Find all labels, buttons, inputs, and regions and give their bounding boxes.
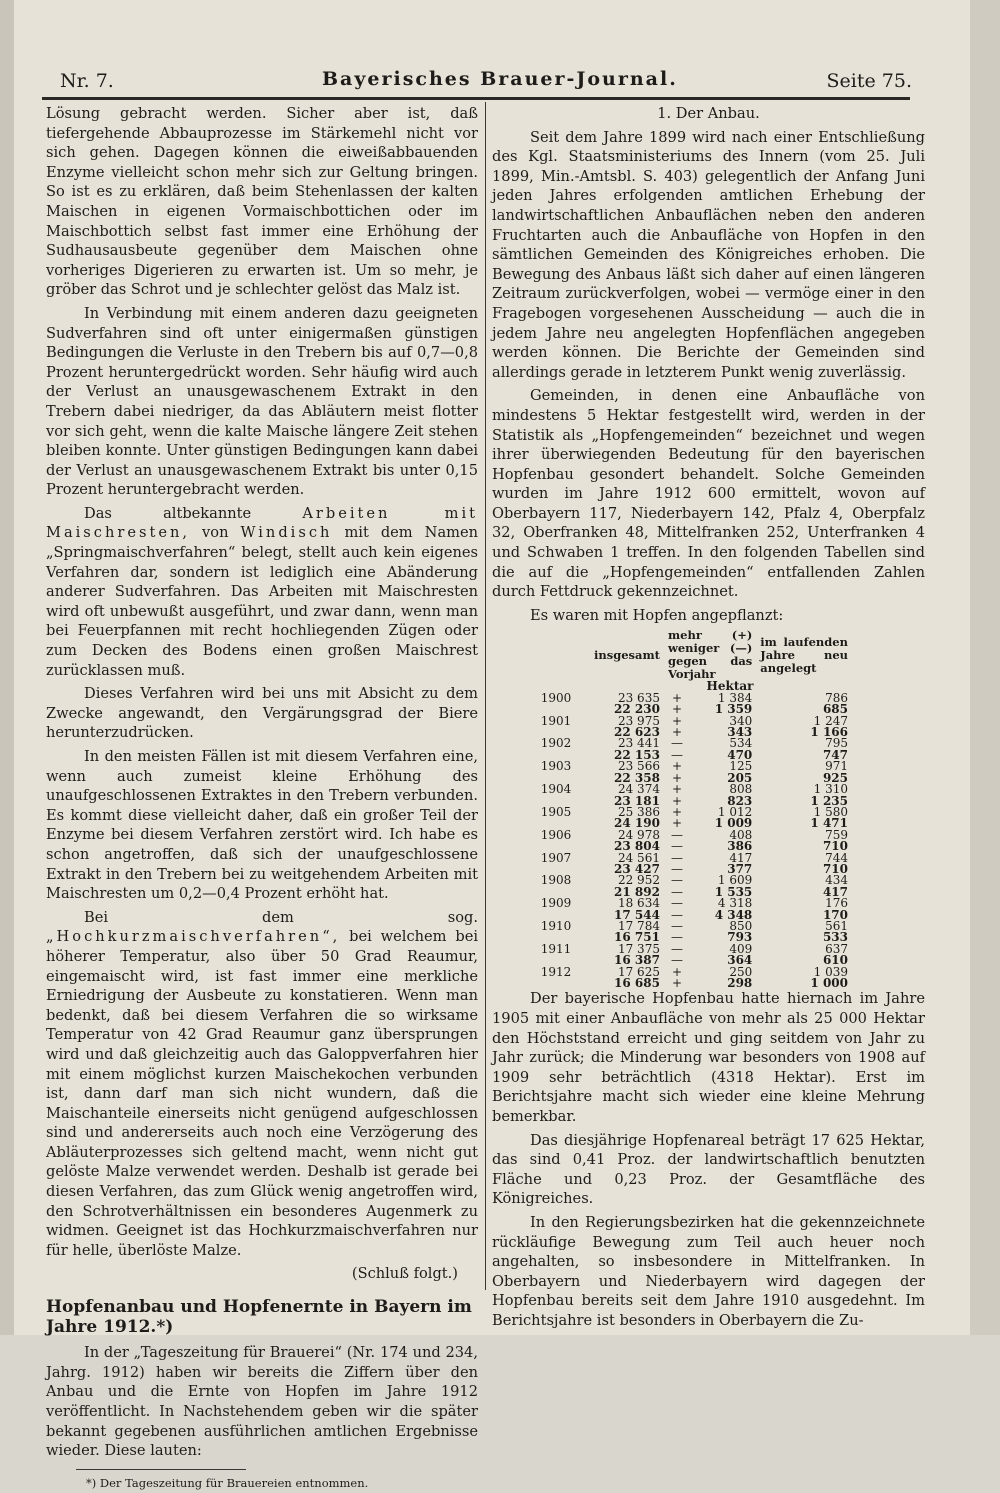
- change-cell: 408: [729, 827, 753, 842]
- column-header-new: im laufenden Jahre neu angelegt: [760, 634, 848, 675]
- sign-cell: +: [671, 702, 682, 717]
- paragraph: [46, 504, 478, 680]
- text-run: von: [202, 524, 229, 542]
- new-cell: 759: [825, 827, 848, 842]
- sign-cell: +: [671, 770, 682, 785]
- new-cell: 176: [825, 896, 848, 911]
- new-cell: 710: [822, 861, 848, 876]
- change-cell: 298: [727, 976, 753, 990]
- table-row: [522, 887, 852, 898]
- new-cell: 795: [825, 736, 848, 751]
- paragraph: Es waren mit Hopfen angepflanzt:: [530, 606, 784, 624]
- total-cell: 22 230: [614, 702, 660, 717]
- table-row: [522, 898, 852, 909]
- new-cell: 417: [822, 884, 848, 899]
- article-heading: Hopfenanbau und Hopfenernte in Bayern im Jahre 1912.*): [46, 1297, 472, 1337]
- column-divider: [485, 102, 486, 1290]
- new-cell: 1 000: [810, 976, 848, 990]
- total-cell: 21 892: [614, 884, 660, 899]
- table-row: [522, 841, 852, 852]
- new-cell: 1 166: [810, 725, 848, 740]
- new-cell: 1 247: [813, 713, 848, 728]
- table-row: [522, 784, 852, 795]
- total-cell: 23 441: [617, 736, 660, 751]
- section-title: 1. Der Anbau.: [657, 105, 760, 122]
- paragraph: In den meisten Fällen ist mit diesem Verfahren eine, wenn auch zumeist kleine Erhöhung des unaufgeschlossenen Extraktes in den Trebern verbunden. Es kommt diese vielleicht daher, daß ein großer Teil der Enzyme bei diesem Verfahren zerstört wird. Ich habe es schon angetroffen, daß sich der unaufgeschlossene Extrakt in den Trebern bei zu weitgehendem Arbeiten mit Maischresten um 0,2—0,4 Prozent erhöht hat.: [46, 748, 478, 903]
- sign-cell: —: [670, 884, 683, 899]
- year-cell: 1906: [540, 827, 572, 842]
- total-cell: 23 181: [614, 793, 660, 808]
- total-cell: 18 634: [617, 896, 660, 911]
- footnote-rule: [76, 1469, 246, 1470]
- change-cell: 793: [727, 930, 753, 945]
- table-row: [522, 955, 852, 966]
- header-rule: [42, 97, 910, 100]
- table-row: [522, 932, 852, 943]
- page-edge-left: [0, 0, 14, 1335]
- page-header: [42, 66, 912, 96]
- year-cell: 1909: [540, 896, 572, 911]
- change-cell: 125: [729, 759, 753, 774]
- table-row: [522, 704, 852, 715]
- table-row: [522, 716, 852, 727]
- sign-cell: —: [670, 747, 683, 762]
- new-cell: 561: [825, 918, 848, 933]
- page-edge-right: [970, 0, 1000, 1335]
- change-cell: 377: [727, 861, 753, 876]
- sign-cell: +: [671, 976, 682, 990]
- sign-cell: +: [671, 713, 682, 728]
- new-cell: 971: [825, 759, 848, 774]
- total-cell: 23 427: [614, 861, 660, 876]
- total-cell: 22 623: [614, 725, 660, 740]
- table-row: [522, 967, 852, 978]
- column-header-year: [522, 629, 590, 681]
- total-cell: 24 561: [617, 850, 660, 865]
- column-header-total: insgesamt: [594, 647, 660, 662]
- new-cell: 747: [822, 747, 848, 762]
- change-cell: 205: [727, 770, 753, 785]
- total-cell: 24 374: [617, 782, 660, 797]
- year-cell: 1903: [540, 759, 572, 774]
- total-cell: 24 978: [617, 827, 660, 842]
- change-cell: 1 535: [714, 884, 753, 899]
- total-cell: 24 190: [614, 816, 660, 831]
- year-cell: 1905: [540, 804, 572, 819]
- new-cell: 744: [825, 850, 848, 865]
- table-row: [522, 773, 852, 784]
- total-cell: 23 975: [617, 713, 660, 728]
- change-cell: 343: [727, 725, 753, 740]
- sign-cell: +: [671, 782, 682, 797]
- total-cell: 17 375: [617, 941, 660, 956]
- total-cell: 22 952: [617, 873, 660, 888]
- table-row: [522, 875, 852, 886]
- change-cell: 823: [727, 793, 753, 808]
- sign-cell: —: [670, 736, 683, 751]
- sign-cell: —: [670, 827, 683, 842]
- table-row: [522, 807, 852, 818]
- total-cell: 16 685: [614, 976, 660, 990]
- new-cell: 637: [825, 941, 848, 956]
- change-cell: 808: [729, 782, 753, 797]
- sign-cell: +: [671, 725, 682, 740]
- left-column: [46, 104, 478, 1493]
- sign-cell: +: [671, 804, 682, 819]
- total-cell: 17 544: [614, 907, 660, 922]
- change-cell: 417: [729, 850, 753, 865]
- change-cell: 409: [729, 941, 753, 956]
- spaced-term: „Hochkurzmaischverfahren“,: [46, 928, 341, 946]
- paragraph: In Verbindung mit einem anderen dazu geeigneten Sudverfahren sind oft unter einigermaßen günstigen Bedingungen die Verluste in den Trebern bis auf 0,7—0,8 Prozent heruntergedrückt worden. Sehr häufig wird auch der Verlust an unausgewaschenem Extrakt in den Trebern dabei niedriger, da das Abläutern meist flotter vor sich geht, wenn die kalte Maische längere Zeit stehen bleiben konnte. Unter günstigen Bedingungen kann dabei der Verlust an unausgewaschenem Extrakt bis unter 0,15 Prozent heruntergebracht werden.: [46, 304, 478, 499]
- paragraph: In der „Tageszeitung für Brauerei“ (Nr. 174 und 234, Jahrg. 1912) haben wir bereits die Ziffern über den Anbau und die Ernte von Hopfen im Jahre 1912 veröffentlicht. In Nachstehendem geben wir die später bekannt gegebenen ausführlichen amtlichen Ergebnisse wieder. Diese lauten:: [46, 1344, 478, 1460]
- spaced-name: Windisch: [240, 524, 333, 542]
- change-cell: 1 009: [714, 816, 753, 831]
- total-cell: 22 358: [614, 770, 660, 785]
- change-cell: 1 359: [714, 702, 753, 717]
- paragraph: Lösung gebracht werden. Sicher aber ist, daß tiefergehende Abbauprozesse im Stärkemehl nicht vor sich gehen. Dagegen können die eiweißabbauenden Enzyme vielleicht schon mehr sich zur Geltung bringen. So ist es zu erklären, daß beim Stehenlassen der kalten Maischen in eigenen Vormaischbottichen oder im Maischbottich selbst fast immer eine Erhöhung der Sudhausausbeute gegenüber dem Maischen ohne vorheriges Digerieren zu erwarten ist. Um so mehr, je gröber das Schrot und je schlechter gelöst das Malz ist.: [46, 105, 478, 299]
- paragraph: In den Regierungsbezirken hat die gekennzeichnete rückläufige Bewegung zum Teil auch heuer noch angehalten, so insbesondere in Mittelfranken. In Oberbayern und Niederbayern wird dagegen der Hopfenbau bereits seit dem Jahre 1910 ausgedehnt. Im Berichtsjahre ist besonders in Oberbayern die Zu-: [492, 1213, 925, 1329]
- table-row: [522, 944, 852, 955]
- unit-label: Hektar: [706, 679, 754, 694]
- journal-title: Bayerisches Brauer-Journal.: [322, 68, 678, 90]
- total-cell: 23 635: [617, 690, 660, 705]
- new-cell: 1 310: [813, 782, 848, 797]
- sign-cell: —: [670, 873, 683, 888]
- table-row: [522, 738, 852, 749]
- table-row: [522, 853, 852, 864]
- change-cell: 250: [729, 964, 753, 979]
- change-cell: 4 318: [717, 896, 753, 911]
- table-row: [522, 830, 852, 841]
- sign-cell: +: [671, 759, 682, 774]
- year-cell: 1907: [540, 850, 572, 865]
- sign-cell: +: [671, 816, 682, 831]
- paragraph: Dieses Verfahren wird bei uns mit Absicht zu dem Zwecke angewandt, den Vergärungsgrad der Biere herunterzudrücken.: [46, 685, 478, 742]
- year-cell: 1912: [540, 964, 572, 979]
- total-cell: 22 153: [614, 747, 660, 762]
- table-row: [522, 727, 852, 738]
- table-row: [522, 978, 852, 989]
- year-cell: 1901: [540, 713, 572, 728]
- paragraph: Gemeinden, in denen eine Anbaufläche von mindestens 5 Hektar festgestellt wird, werden in der Statistik als „Hopfengemeinden“ bezeichnet und wegen ihrer überwiegenden Bedeutung für den bayerischen Hopfenbau gesondert behandelt. Solche Gemeinden wurden im Jahre 1912 600 ermittelt, wovon auf Oberbayern 117, Niederbayern 142, Pfalz 4, Oberpfalz 32, Oberfranken 48, Mittelfranken 252, Unterfranken 4 und Schwaben 1 treffen. In den folgenden Tabellen sind die auf die „Hopfengemeinden“ entfallenden Zahlen durch Fettdruck gekennzeichnet.: [492, 387, 925, 601]
- total-cell: 16 751: [614, 930, 660, 945]
- change-cell: 850: [729, 918, 753, 933]
- sign-cell: —: [670, 930, 683, 945]
- sign-cell: —: [670, 850, 683, 865]
- page-number: Seite 75.: [826, 70, 912, 92]
- change-cell: 534: [729, 736, 753, 751]
- change-cell: 1 609: [717, 873, 753, 888]
- new-cell: 610: [822, 953, 848, 968]
- table-row: [522, 921, 852, 932]
- table-row: [522, 818, 852, 829]
- spaced-term: Arbeiten mit Maischresten,: [46, 504, 478, 542]
- sign-cell: +: [671, 793, 682, 808]
- new-cell: 170: [822, 907, 848, 922]
- total-cell: 23 566: [617, 759, 660, 774]
- text-run: Bei dem sog.: [84, 908, 478, 926]
- paragraph: Das diesjährige Hopfenareal beträgt 17 625 Hektar, das sind 0,41 Proz. der landwirtschaftlich benutzten Fläche und 0,23 Proz. der Gesamtfläche des Königreiches.: [492, 1131, 925, 1208]
- table-row: [522, 910, 852, 921]
- year-cell: 1904: [540, 782, 572, 797]
- sign-cell: +: [671, 964, 682, 979]
- total-cell: 25 386: [617, 804, 660, 819]
- year-cell: [522, 978, 590, 989]
- right-column: [492, 104, 925, 1335]
- new-cell: 1 471: [810, 816, 848, 831]
- sign-cell: —: [670, 839, 683, 854]
- paragraph: Seit dem Jahre 1899 wird nach einer Entschließung des Kgl. Staatsministeriums des Innern (vom 25. Juli 1899, Min.-Amtsbl. S. 403) gelegentlich der Anfang Juni jeden Jahres erfolgenden amtlichen Erhebung der landwirtschaftlichen Anbauflächen neben den anderen Fruchtarten auch die Anbaufläche von Hopfen in den sämtlichen Gemeinden des Königreiches erhoben. Die Bewegung des Anbaus läßt sich daher auf einen längeren Zeitraum zurückverfolgen, wobei — vermöge einer in den Fragebogen vorgesehenen Ausscheidung — auch die in jedem Jahre neu angelegten Hopfenflächen angegeben werden können. Die Berichte der Gemeinden sind allerdings gerade in letzterem Punkt wenig zuverlässig.: [492, 128, 925, 381]
- change-cell: 470: [727, 747, 753, 762]
- issue-number: Nr. 7.: [60, 70, 114, 92]
- year-cell: 1900: [540, 690, 572, 705]
- year-cell: 1910: [540, 918, 572, 933]
- footnote: *) Der Tageszeitung für Brauereien entnommen.: [86, 1475, 369, 1490]
- change-cell: 340: [729, 713, 753, 728]
- change-cell: 1 012: [717, 804, 753, 819]
- change-cell: 364: [727, 953, 753, 968]
- new-cell: 685: [822, 702, 848, 717]
- sign-cell: —: [670, 907, 683, 922]
- year-cell: 1908: [540, 873, 572, 888]
- new-cell: 710: [822, 839, 848, 854]
- table-row: [522, 761, 852, 772]
- paragraph: [46, 908, 478, 1261]
- table-row: [522, 864, 852, 875]
- paragraph: Der bayerische Hopfenbau hatte hiernach im Jahre 1905 mit einer Anbaufläche von mehr als 25 000 Hektar den Höchststand erreicht und ging seitdem von Jahr zu Jahr zurück; die Minderung war besonders von 1908 auf 1909 sehr beträchtlich (4318 Hektar). Erst im Berichtsjahre macht sich wieder eine kleine Mehrung bemerkbar.: [492, 990, 925, 1125]
- year-cell: 1911: [540, 941, 572, 956]
- new-cell: 925: [822, 770, 848, 785]
- sign-cell: —: [670, 953, 683, 968]
- new-cell: 1 235: [810, 793, 848, 808]
- total-cell: 16 387: [614, 953, 660, 968]
- year-cell: 1902: [540, 736, 572, 751]
- column-header-change: mehr (+) weniger (—) gegen das Vorjahr: [667, 628, 753, 682]
- change-cell: 386: [727, 839, 753, 854]
- new-cell: 1 580: [813, 804, 848, 819]
- change-cell: 1 384: [717, 690, 753, 705]
- table-row: [522, 693, 852, 704]
- change-cell: 4 348: [714, 907, 753, 922]
- total-cell: 17 625: [617, 964, 660, 979]
- sign-cell: —: [670, 918, 683, 933]
- hop-table: [522, 629, 852, 989]
- sign-cell: +: [671, 690, 682, 705]
- text-run: bei welchem bei höherer Temperatur, also über 50 Grad Reaumur, eingemaischt wird, ist fast immer eine merkliche Erniedrigung der Ausbeute zu konstatieren. Wenn man bedenkt, daß bei diesem Verfahren die so wirksame Temperatur von 42 Grad Reaumur ganz übersprungen wird und daß gleichzeitig auch das Galoppverfahren hier mit einem möglichst kurzen Maischekochen verbunden ist, dann darf man sich nicht wundern, daß die Maischanteile einerseits nicht genügend aufgeschlossen sind und andererseits auch noch eine Verzögerung des Abläuterprozesses sich geltend macht, wenn nicht gut gelöste Malze verwendet werden. Deshalb ist gerade bei diesen Verfahren, das zum Glück wenig angetroffen wird, den Schrotverhältnissen ein besonderes Augenmerk zu widmen. Geeignet ist das Hochkurzmaischverfahren nur für helle, überlöste Malze.: [46, 928, 478, 1259]
- new-cell: 434: [825, 873, 848, 888]
- total-cell: 17 784: [617, 918, 660, 933]
- text-run: mit dem Namen „Springmaischverfahren“ belegt, stellt auch kein eigenes Verfahren dar, sondern ist lediglich eine Abänderung anderer Sudverfahren. Das Arbeiten mit Maischresten wird oft unbewußt ausgeführt, und zwar dann, wenn man bei Feuerpfannen mit recht hochliegenden Zügen oder zum Decken des Bodens einen großen Maischrest zurücklassen muß.: [46, 524, 479, 679]
- continuation-note: (Schluß folgt.): [351, 1265, 458, 1283]
- new-cell: 1 039: [813, 964, 848, 979]
- sign-cell: —: [670, 861, 683, 876]
- total-cell: 23 804: [614, 839, 660, 854]
- new-cell: 533: [822, 930, 848, 945]
- new-cell: 786: [825, 690, 848, 705]
- sign-cell: —: [670, 941, 683, 956]
- text-run: Das altbekannte: [84, 504, 252, 522]
- table-row: [522, 750, 852, 761]
- table-row: [522, 796, 852, 807]
- sign-cell: —: [670, 896, 683, 911]
